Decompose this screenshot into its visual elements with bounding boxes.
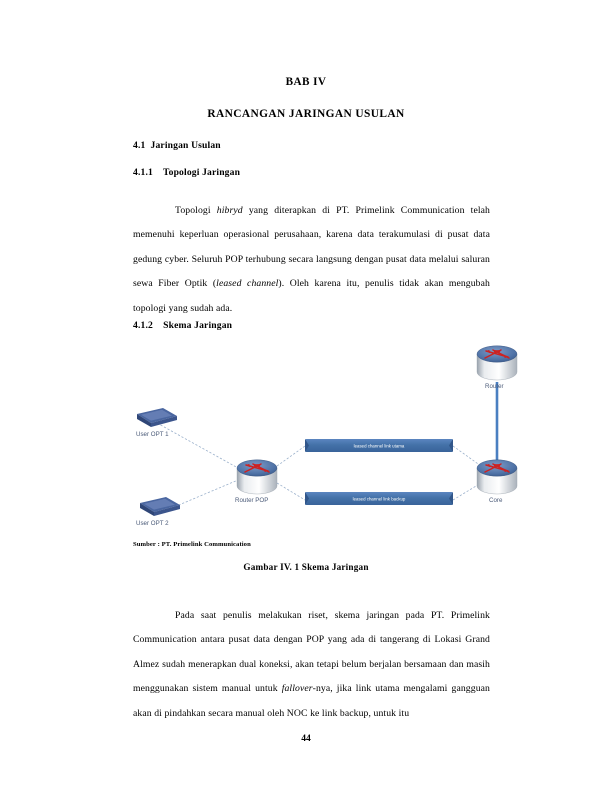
- node-router-label: Router: [485, 383, 504, 390]
- node-core: [477, 460, 517, 504]
- paragraph-topologi-jaringan: [133, 199, 490, 322]
- section-heading-4-1: 4.1 Jaringan Usulan: [133, 140, 221, 151]
- figure-source-caption: Sumber : PT. Primelink Communication: [133, 541, 251, 548]
- section-heading-4-1-2: 4.1.2 Skema Jaringan: [133, 320, 233, 331]
- node-user-opt-2: [136, 497, 180, 527]
- section-heading-4-1-1: 4.1.1 Topologi Jaringan: [133, 167, 241, 178]
- page-number: 44: [301, 733, 311, 744]
- link-bar-backup-label: leased channel link backup: [352, 496, 406, 502]
- node-user-opt-2-label: User OPT 2: [136, 520, 169, 527]
- para2-text-b: -nya, jika link utama mengalami gangguan akan di pindahkan secara manual oleh NOC ke link backup, untuk itu: [133, 683, 490, 719]
- para1-italic-hibryd: hibryd: [216, 204, 243, 216]
- para1-text-c: ). Oleh karena itu, penulis tidak akan mengubah topologi yang sudah ada.: [133, 278, 490, 314]
- figure-caption: Gambar IV. 1 Skema Jaringan: [243, 562, 369, 572]
- chapter-title-heading: RANCANGAN JARINGAN USULAN: [207, 108, 405, 120]
- node-router-pop: [235, 460, 277, 504]
- node-router-pop-label: Router POP: [235, 497, 269, 504]
- node-router: [477, 346, 517, 390]
- para1-text-b: yang diterapkan di PT. Primelink Communication telah memenuhi keperluan operasional perusahaan, karena data terakumulasi di pusat data gedung cyber. Seluruh POP terhubung secara langsung dengan pusat data melalui saluran sewa Fiber Optik (: [133, 204, 490, 290]
- para2-italic-fallover: fallover: [281, 683, 313, 695]
- paragraph-skema-jaringan: [133, 604, 490, 727]
- para1-italic-leased-channel: leased channel: [216, 278, 279, 290]
- para1-text-a: Topologi: [175, 204, 217, 216]
- para2-text-a: Pada saat penulis melakukan riset, skema jaringan pada PT. Primelink Communication antara pusat data dengan POP yang ada di tangerang di Lokasi Grand Almez sudah menerapkan dual koneksi, akan tetapi belum berjalan bersamaan dan masih menggunakan sistem manual untuk: [133, 609, 490, 695]
- link-bar-backup: [305, 492, 453, 505]
- network-topology-diagram: [125, 340, 525, 535]
- node-user-opt-1-label: User OPT 1: [136, 431, 169, 438]
- chapter-number-heading: BAB IV: [285, 76, 327, 88]
- node-core-label: Core: [489, 497, 503, 504]
- node-user-opt-1: [136, 408, 177, 438]
- link-bar-primary-label: leased channel link utama: [353, 443, 405, 449]
- link-bar-primary: [305, 439, 453, 452]
